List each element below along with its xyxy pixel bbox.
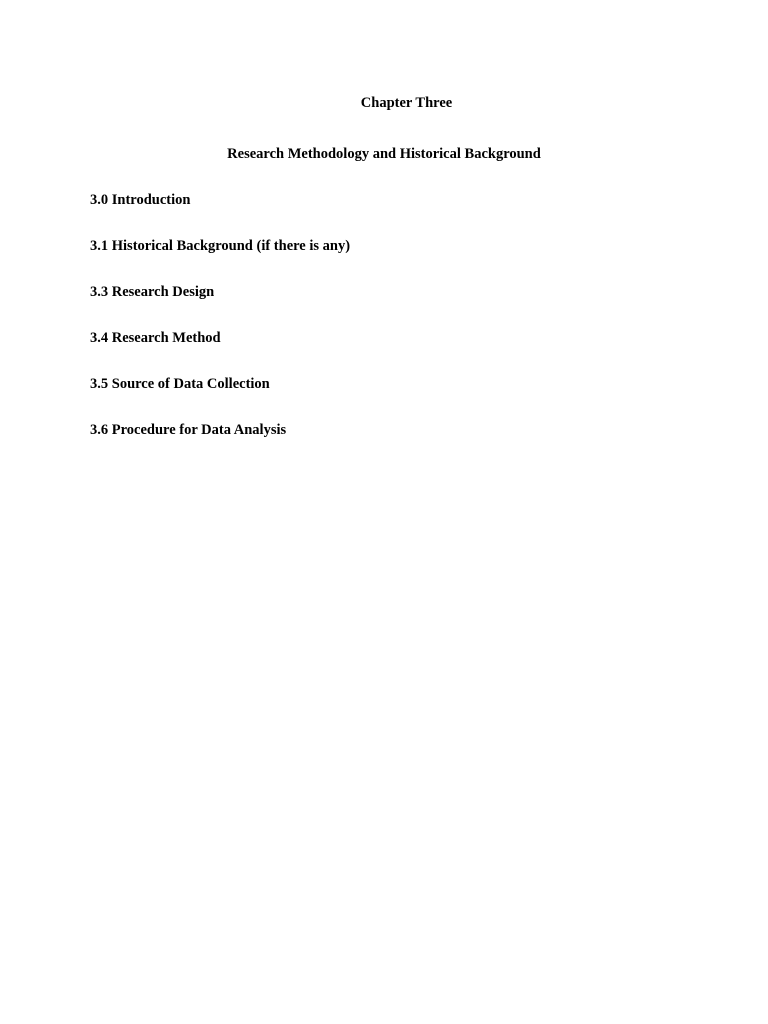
heading-procedure-for-data-analysis: 3.6 Procedure for Data Analysis bbox=[90, 422, 287, 438]
heading-source-of-data-collection: 3.5 Source of Data Collection bbox=[90, 376, 270, 392]
heading-introduction: 3.0 Introduction bbox=[90, 192, 191, 208]
heading-research-design: 3.3 Research Design bbox=[90, 284, 215, 300]
heading-historical-background: 3.1 Historical Background (if there is any) bbox=[90, 238, 351, 254]
heading-list bbox=[90, 191, 350, 467]
section-title: Research Methodology and Historical Background bbox=[227, 146, 541, 162]
heading-research-method: 3.4 Research Method bbox=[90, 330, 221, 346]
chapter-title: Chapter Three bbox=[360, 95, 453, 111]
